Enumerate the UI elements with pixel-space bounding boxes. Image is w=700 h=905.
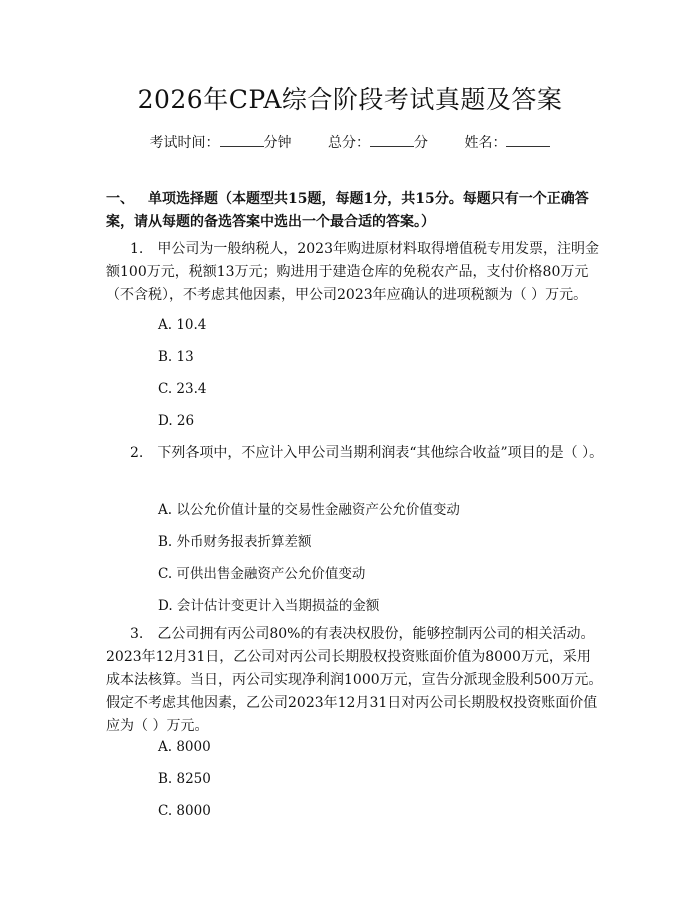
section-number: 一、 bbox=[106, 191, 134, 207]
question-2-option-b: B. 外币财务报表折算差额 bbox=[158, 534, 312, 550]
question-1-text: 1. 甲公司为一般纳税人，2023年购进原材料取得增值税专用发票，注明金额100万元，税额13万元；购进用于建造仓库的免税农产品，支付价格80万元（不含税），不考虑其他因素，甲公司2023年应确认的进项税额为（ ）万元。 bbox=[106, 241, 599, 303]
name-label: 姓名： bbox=[464, 135, 507, 151]
total-score-field bbox=[328, 135, 432, 151]
question-1-option-d: D. 26 bbox=[158, 413, 195, 429]
section-heading bbox=[106, 188, 604, 234]
section-instructions: 单项选择题（本题型共15题，每题1分，共15分。每题只有一个正确答案，请从每题的备选答案中选出一个最合适的答案。） bbox=[106, 191, 589, 230]
exam-time-field bbox=[150, 135, 296, 151]
question-3-text: 3. 乙公司拥有丙公司80%的有表决权股份，能够控制丙公司的相关活动。2023年12月31日，乙公司对丙公司长期股权投资账面价值为8000万元，采用成本法核算。当日，丙公司实现净利润1000万元，宣告分派现金股利500万元。假定不考虑其他因素，乙公司2023年12月31日对丙公司长期股权投资账面价值应为（ ）万元。 bbox=[106, 626, 603, 734]
total-score-unit: 分 bbox=[414, 135, 428, 151]
question-3-option-b: B. 8250 bbox=[158, 771, 211, 787]
exam-info-line bbox=[0, 132, 700, 152]
exam-time-unit: 分钟 bbox=[263, 135, 292, 151]
question-2-option-a: A. 以公允价值计量的交易性金融资产公允价值变动 bbox=[158, 502, 460, 518]
exam-time-label: 考试时间： bbox=[149, 135, 220, 151]
question-1-option-c: C. 23.4 bbox=[158, 381, 207, 397]
question-3-option-a: A. 8000 bbox=[158, 739, 211, 755]
question-2-option-d: D. 会计估计变更计入当期损益的金额 bbox=[158, 598, 380, 614]
question-1-option-a: A. 10.4 bbox=[158, 317, 207, 333]
total-score-label: 总分： bbox=[328, 135, 370, 151]
page-title: 2026年CPA综合阶段考试真题及答案 bbox=[137, 85, 563, 114]
name-blank bbox=[506, 134, 550, 147]
total-score-blank bbox=[370, 134, 414, 147]
exam-time-blank bbox=[220, 134, 264, 147]
question-2-text: 2. 下列各项中，不应计入甲公司当期利润表“其他综合收益”项目的是（ ）。 bbox=[130, 445, 604, 461]
question-3-option-c: C. 8000 bbox=[158, 803, 211, 819]
question-2-option-c: C. 可供出售金融资产公允价值变动 bbox=[158, 566, 366, 582]
question-1-option-b: B. 13 bbox=[158, 349, 194, 365]
name-field bbox=[464, 135, 550, 151]
